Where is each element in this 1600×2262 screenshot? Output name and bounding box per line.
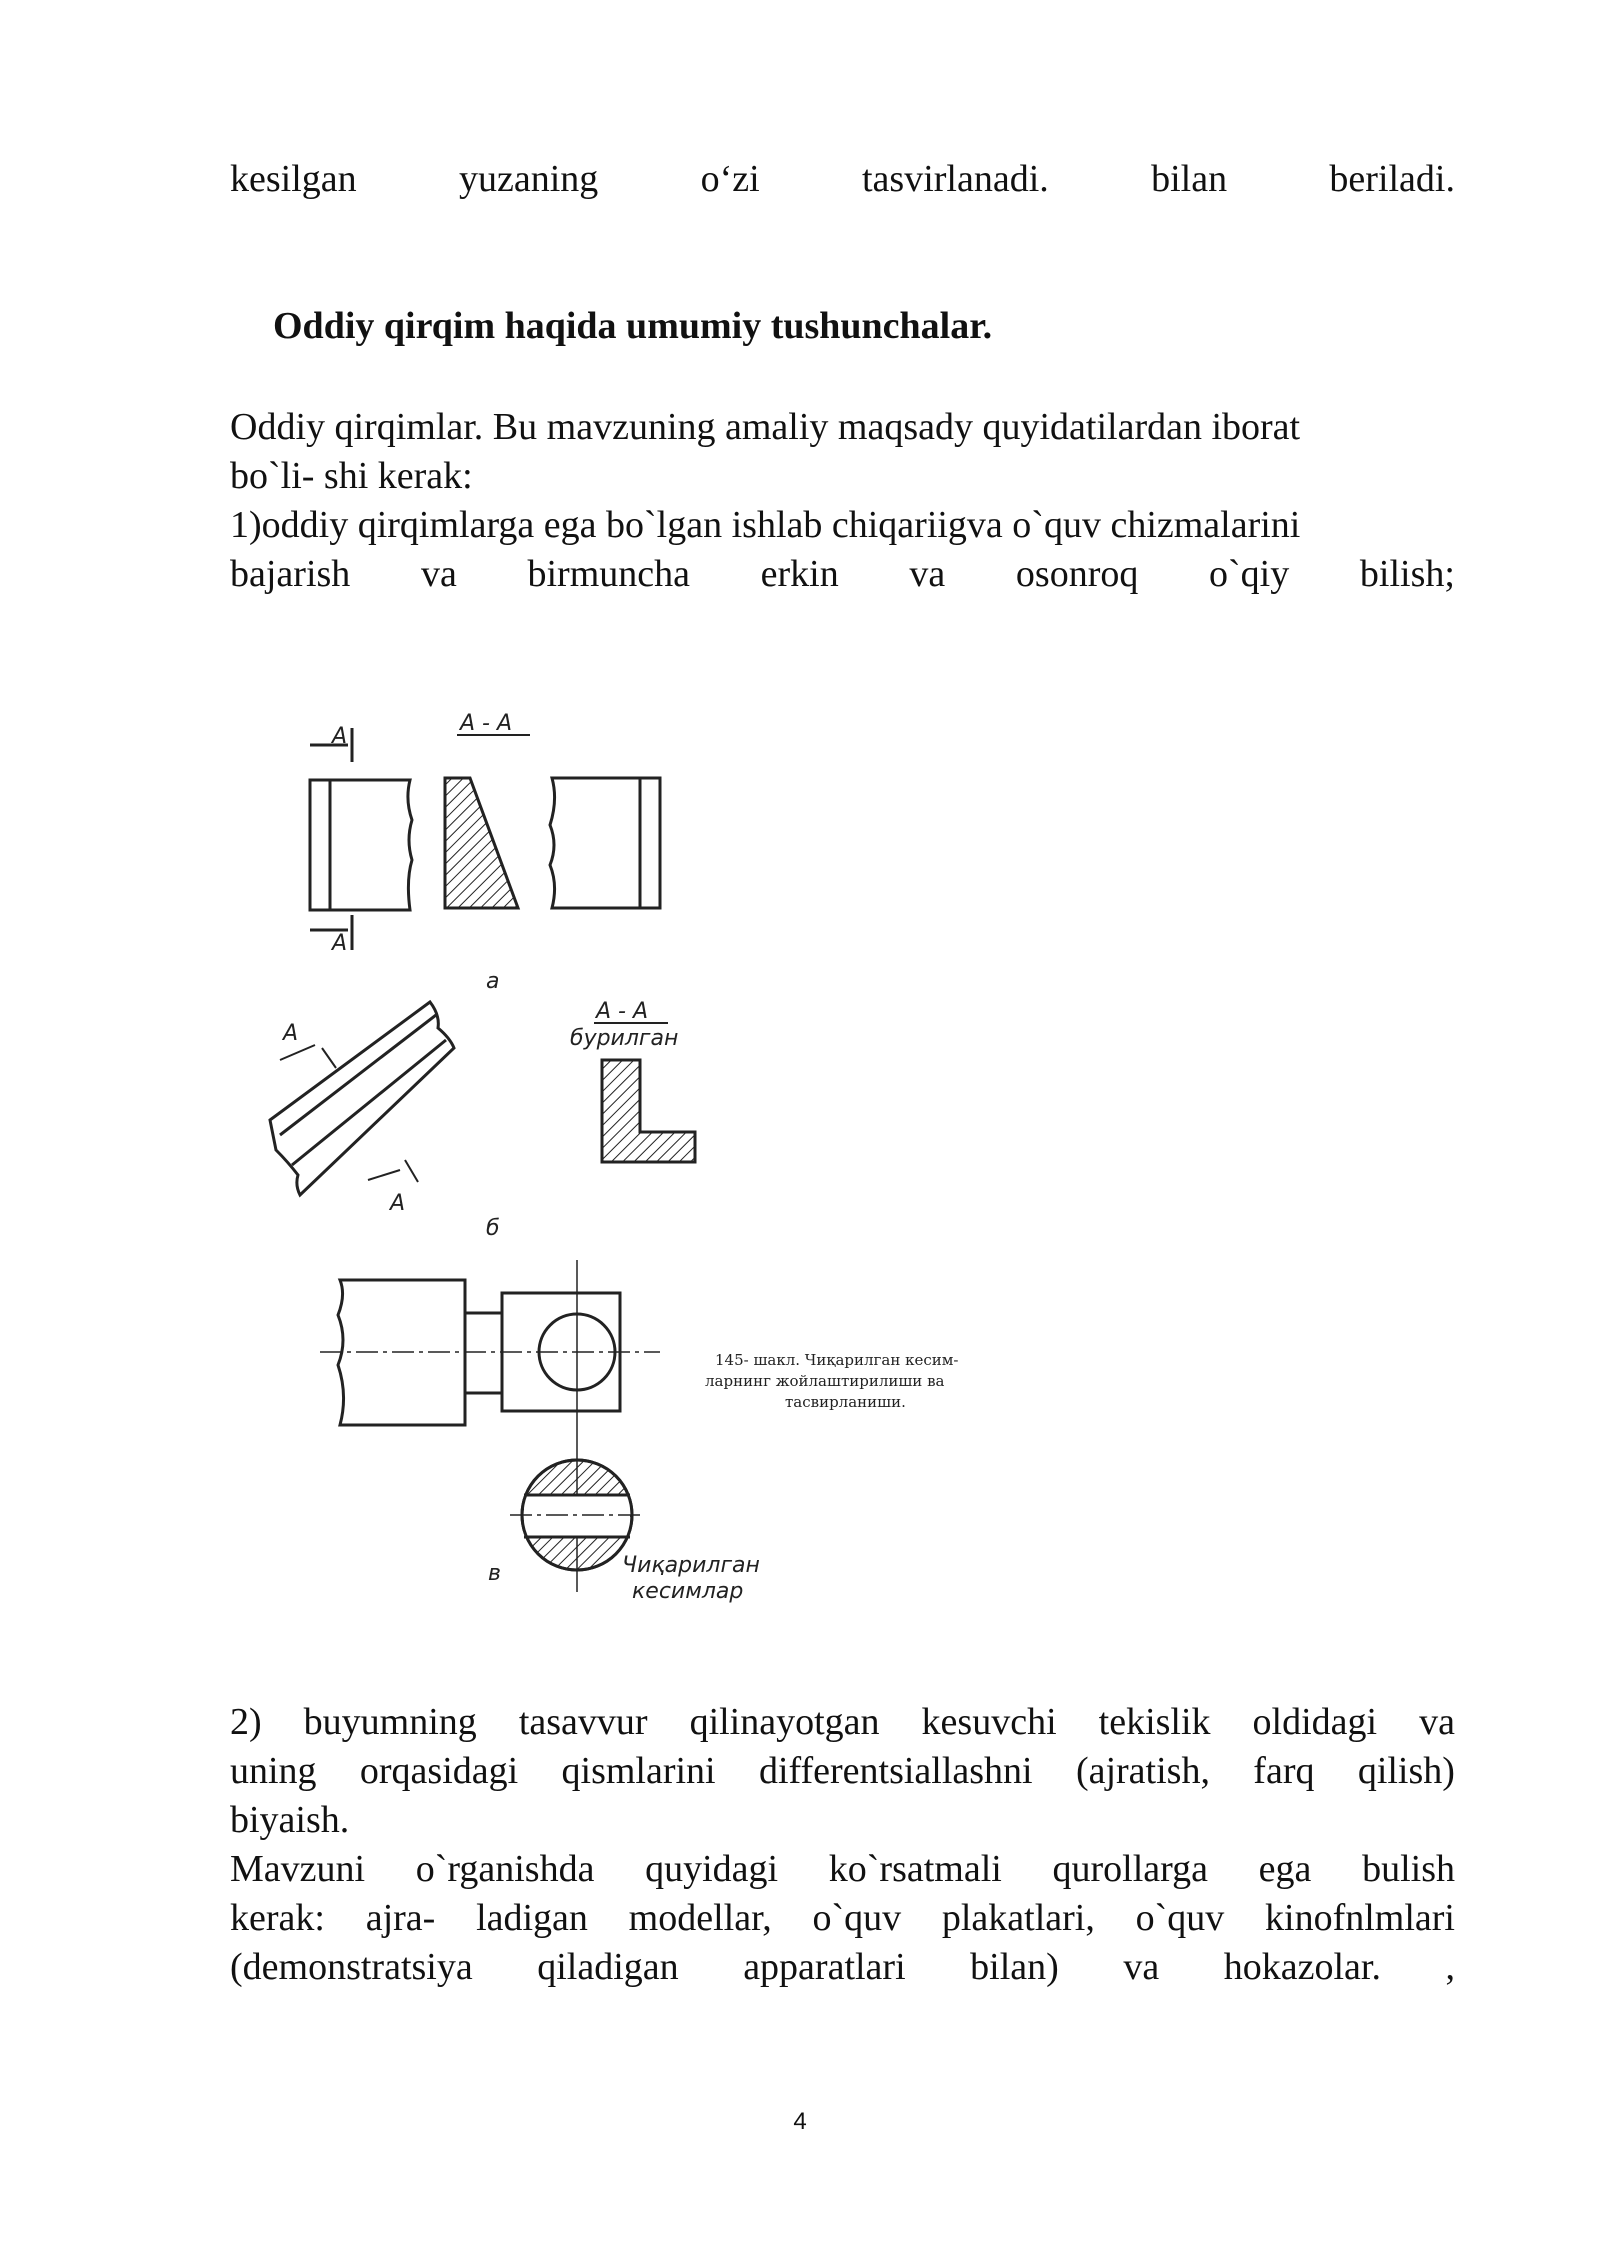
word: tasavvur <box>518 1701 648 1743</box>
word: osonroq <box>1015 553 1139 595</box>
para2-line6 <box>230 1943 1455 1992</box>
word: apparatlari <box>743 1946 906 1988</box>
subfigure-label-a: a <box>486 969 500 994</box>
word: , <box>1445 1946 1455 1988</box>
word: o`quv <box>812 1897 902 1939</box>
section-heading: Oddiy qirqim haqida umumiy tushunchalar. <box>273 305 993 347</box>
part-a-right-block <box>550 778 660 908</box>
word: yuzaning <box>458 158 599 200</box>
word: (demonstratsiya <box>230 1946 473 1988</box>
para1-line3: 1)oddiy qirqimlarga ega bo`lgan ishlab chiqariigva o`quv chizmalarini <box>230 504 1301 546</box>
word: bilan) <box>970 1946 1059 1988</box>
top-line <box>230 155 1455 204</box>
extracted-label-2: кесимлар <box>632 1579 744 1604</box>
word: qilish) <box>1357 1750 1455 1792</box>
figure-caption-line3: тасвирланиши. <box>785 1393 906 1411</box>
page-number: 4 <box>793 2108 807 2135</box>
word: differentsiallashni <box>758 1750 1033 1792</box>
cut-label-b-bottom: A <box>390 1191 406 1216</box>
subfigure-label-v: в <box>488 1561 501 1586</box>
word: oldidagi <box>1252 1701 1378 1743</box>
figure-caption-line1: 145- шакл. Чиқарилган кесим- <box>715 1351 959 1369</box>
figure-caption-line2: ларнинг жойлаштирилиши ва <box>705 1372 945 1390</box>
technical-drawing-figure <box>240 650 1040 1650</box>
word: o`quv <box>1135 1897 1225 1939</box>
word: o`qiy <box>1209 553 1290 595</box>
word: erkin <box>760 553 839 595</box>
word: quyidagi <box>645 1848 779 1890</box>
para2-line2 <box>230 1747 1455 1796</box>
rotated-word: бурилган <box>570 1026 679 1051</box>
word: plakatlari, <box>941 1897 1095 1939</box>
word: qilinayotgan <box>689 1701 880 1743</box>
word: va <box>909 553 946 595</box>
word: uning <box>230 1750 317 1792</box>
cut-label-a-top: A <box>332 724 348 749</box>
word: ladigan <box>476 1897 588 1939</box>
cut-label-a-bottom: A <box>332 931 348 956</box>
word: o‘zi <box>700 158 760 200</box>
word: tasvirlanadi. <box>862 158 1049 200</box>
part-a-left-block <box>310 728 412 950</box>
word: bilan <box>1151 158 1228 200</box>
word: beriladi. <box>1329 158 1455 200</box>
word: bulish <box>1362 1848 1455 1890</box>
word: hokazolar. <box>1223 1946 1381 1988</box>
word: va <box>1123 1946 1160 1988</box>
word: qurollarga <box>1052 1848 1208 1890</box>
cut-label-b-top: A <box>283 1021 299 1046</box>
word: farq <box>1253 1750 1315 1792</box>
para2-line5 <box>230 1894 1455 1943</box>
word: kerak: <box>230 1897 325 1939</box>
word: kinofnlmlari <box>1265 1897 1455 1939</box>
word: (ajratish, <box>1075 1750 1210 1792</box>
word: kesuvchi <box>921 1701 1057 1743</box>
para2-line1 <box>230 1698 1455 1747</box>
word: va <box>420 553 457 595</box>
word: Mavzuni <box>230 1848 366 1890</box>
word: qismlarini <box>561 1750 716 1792</box>
word: o`rganishda <box>415 1848 595 1890</box>
word: kesilgan <box>230 158 357 200</box>
para1-line4 <box>230 550 1455 599</box>
word: buyumning <box>303 1701 477 1743</box>
word: va <box>1419 1701 1455 1743</box>
word: modellar, <box>628 1897 772 1939</box>
section-label-aa: A - A <box>460 711 513 736</box>
drawing-svg <box>240 650 1040 1650</box>
word: tekislik <box>1098 1701 1211 1743</box>
word: bajarish <box>230 553 351 595</box>
para2-line4 <box>230 1845 1455 1894</box>
word: ajra- <box>365 1897 436 1939</box>
para1-line2: bo`li- shi kerak: <box>230 455 473 497</box>
extracted-label-1: Чиқарилган <box>622 1553 760 1578</box>
word: ko`rsatmali <box>828 1848 1002 1890</box>
section-label-aa-rotated: A - A <box>596 999 649 1024</box>
part-a-section <box>445 735 530 908</box>
word: 2) <box>230 1701 262 1743</box>
para1-line1: Oddiy qirqimlar. Bu mavzuning amaliy maqsady quyidatilardan iborat <box>230 406 1301 448</box>
word: ega <box>1258 1848 1312 1890</box>
word: bilish; <box>1359 553 1455 595</box>
word: orqasidagi <box>359 1750 519 1792</box>
subfigure-label-b: б <box>486 1216 500 1241</box>
word: qiladigan <box>537 1946 679 1988</box>
word: birmuncha <box>527 553 690 595</box>
para2-line3: biyaish. <box>230 1799 350 1841</box>
